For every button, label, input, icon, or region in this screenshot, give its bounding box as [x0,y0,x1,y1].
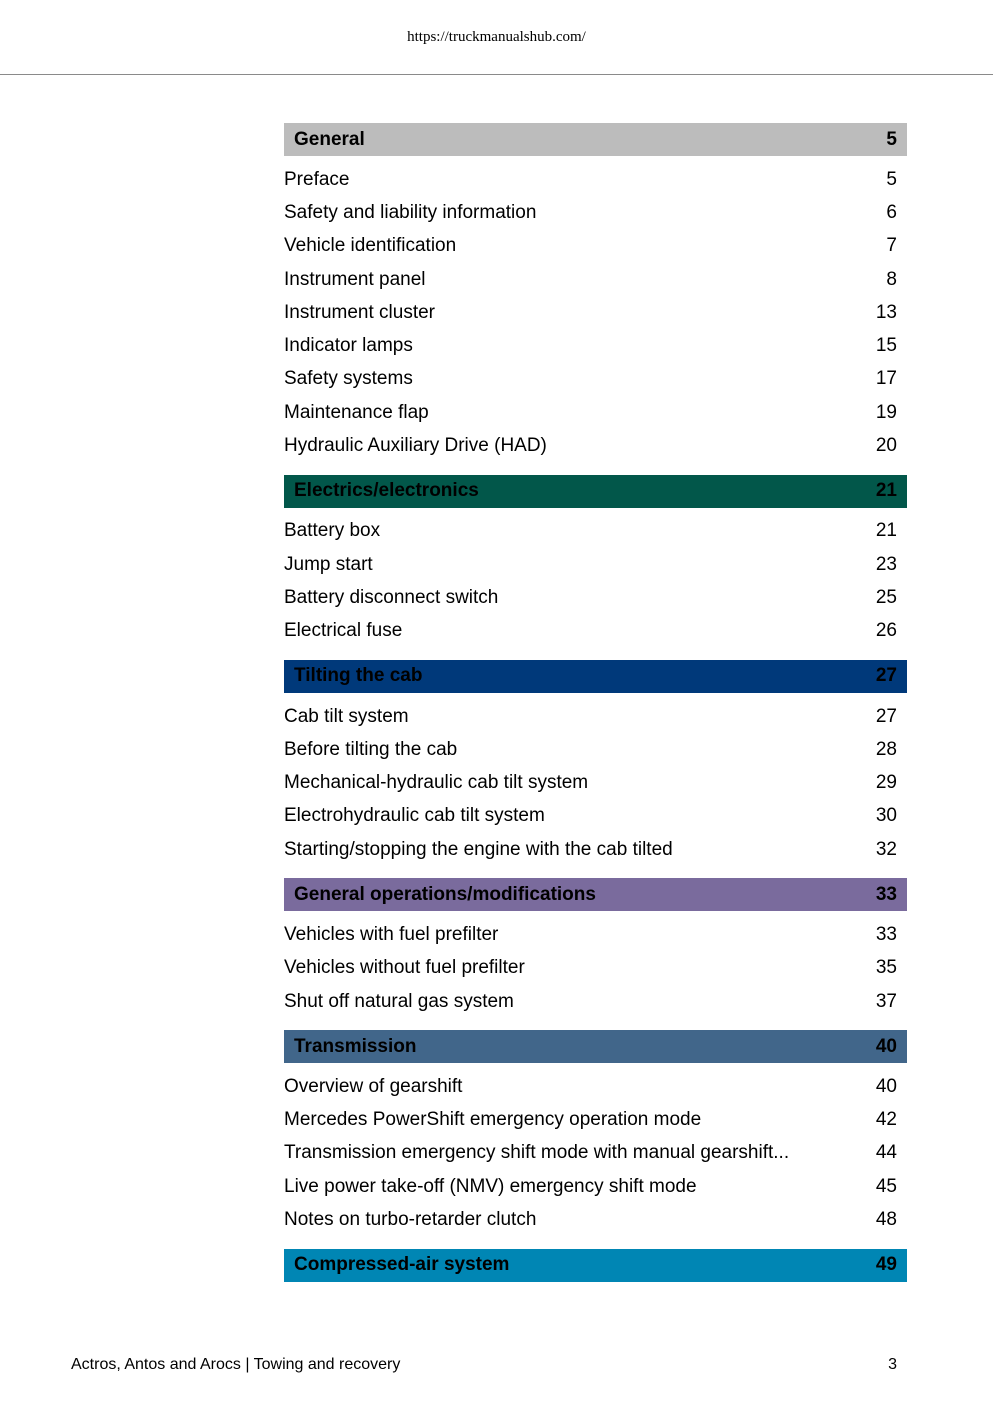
section-title: General operations/modifications [294,883,596,905]
entry-page: 42 [875,1109,897,1131]
entry-page: 32 [875,838,897,860]
section-header[interactable] [284,878,907,911]
entry-page: 44 [875,1142,897,1164]
section-header[interactable] [284,123,907,156]
entry-page: 25 [875,586,897,608]
section-title: Compressed-air system [294,1254,510,1276]
section-header[interactable] [284,1030,907,1063]
entry-label: Cab tilt system [284,705,409,727]
toc-entry[interactable] [284,800,907,833]
entry-label: Overview of gearshift [284,1075,463,1097]
toc-entry[interactable] [284,1070,907,1103]
entry-label: Battery disconnect switch [284,586,499,608]
entry-page: 37 [875,990,897,1012]
toc-entry[interactable] [284,918,907,951]
toc-entry[interactable] [284,329,907,362]
entry-label: Jump start [284,553,373,575]
entry-label: Safety and liability information [284,201,537,223]
toc-entry[interactable] [284,733,907,766]
toc-entry[interactable] [284,263,907,296]
section-header[interactable] [284,660,907,693]
toc-entry[interactable] [284,1137,907,1170]
entry-label: Starting/stopping the engine with the cab tilted [284,838,673,860]
entry-list [284,693,907,878]
toc-entry[interactable] [284,515,907,548]
entry-list [284,911,907,1030]
entry-label: Vehicles with fuel prefilter [284,923,499,945]
section-page: 27 [875,665,897,687]
toc-entry[interactable] [284,296,907,329]
section-page: 5 [886,128,897,150]
entry-list [284,1063,907,1248]
site-url-link[interactable]: https://truckmanualshub.com/ [407,29,586,45]
entry-page: 13 [875,301,897,323]
entry-page: 17 [875,368,897,390]
entry-label: Shut off natural gas system [284,990,514,1012]
section-page: 33 [875,883,897,905]
footer-page-number: 3 [888,1356,897,1373]
toc-entry[interactable] [284,952,907,985]
toc-entry[interactable] [284,833,907,866]
toc-entry[interactable] [284,700,907,733]
table-of-contents [284,123,907,1282]
entry-page: 27 [875,705,897,727]
section-title: Transmission [294,1035,417,1057]
entry-page: 5 [886,168,897,190]
section-header[interactable] [284,475,907,508]
toc-entry[interactable] [284,196,907,229]
toc-entry[interactable] [284,581,907,614]
entry-page: 6 [886,201,897,223]
toc-entry[interactable] [284,985,907,1018]
entry-page: 7 [886,235,897,257]
entry-page: 21 [875,520,897,542]
toc-entry[interactable] [284,429,907,462]
entry-label: Mechanical-hydraulic cab tilt system [284,772,589,794]
entry-page: 23 [875,553,897,575]
entry-label: Maintenance flap [284,401,429,423]
entry-list [284,156,907,475]
section-header[interactable] [284,1249,907,1282]
toc-entry[interactable] [284,548,907,581]
section-page: 49 [875,1254,897,1276]
entry-label: Mercedes PowerShift emergency operation mode [284,1109,702,1131]
entry-label: Hydraulic Auxiliary Drive (HAD) [284,435,547,457]
section-page: 40 [875,1035,897,1057]
entry-label: Preface [284,168,350,190]
entry-list [284,508,907,660]
toc-entry[interactable] [284,396,907,429]
toc-entry[interactable] [284,766,907,799]
entry-page: 20 [875,435,897,457]
footer-title: Actros, Antos and Arocs | Towing and recovery [71,1356,401,1373]
section-title: Electrics/electronics [294,480,479,502]
entry-label: Electrical fuse [284,620,403,642]
toc-entry[interactable] [284,363,907,396]
entry-label: Vehicle identification [284,235,457,257]
toc-entry[interactable] [284,1104,907,1137]
entry-label: Electrohydraulic cab tilt system [284,805,545,827]
entry-label: Safety systems [284,368,413,390]
entry-page: 29 [875,772,897,794]
entry-label: Battery box [284,520,381,542]
entry-label: Vehicles without fuel prefilter [284,957,525,979]
entry-page: 35 [875,957,897,979]
entry-page: 40 [875,1075,897,1097]
section-title: Tilting the cab [294,665,423,687]
toc-entry[interactable] [284,1170,907,1203]
entry-page: 19 [875,401,897,423]
entry-page: 28 [875,738,897,760]
entry-page: 15 [875,335,897,357]
entry-page: 26 [875,620,897,642]
section-page: 21 [875,480,897,502]
entry-label: Before tilting the cab [284,738,458,760]
site-header [0,0,993,75]
entry-page: 33 [875,923,897,945]
entry-page: 8 [886,268,897,290]
entry-page: 45 [875,1175,897,1197]
entry-label: Notes on turbo-retarder clutch [284,1209,537,1231]
toc-entry[interactable] [284,163,907,196]
entry-label: Instrument panel [284,268,426,290]
toc-entry[interactable] [284,230,907,263]
entry-label: Indicator lamps [284,335,413,357]
section-title: General [294,128,365,150]
entry-label: Transmission emergency shift mode with manual gearshift... [284,1142,790,1164]
entry-label: Instrument cluster [284,301,435,323]
entry-label: Live power take-off (NMV) emergency shift mode [284,1175,697,1197]
toc-entry[interactable] [284,615,907,648]
entry-page: 30 [875,805,897,827]
toc-entry[interactable] [284,1203,907,1236]
entry-page: 48 [875,1209,897,1231]
